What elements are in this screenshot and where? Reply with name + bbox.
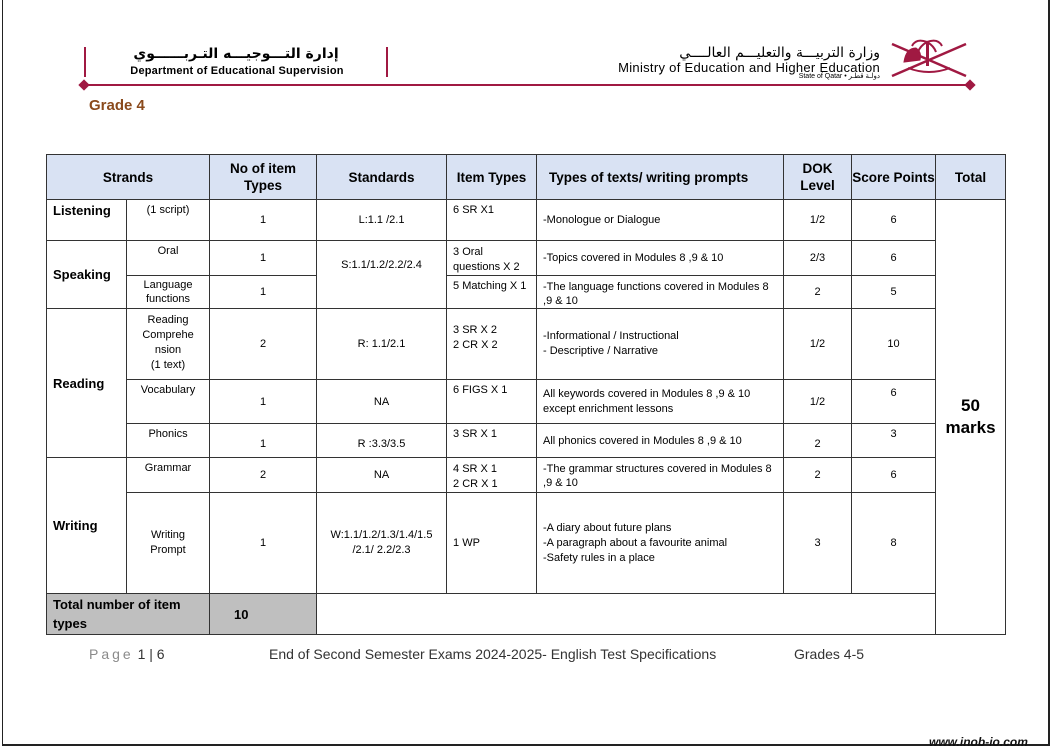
total-items-label: Total number of item types xyxy=(47,594,210,635)
table-row xyxy=(47,424,1006,458)
header-item-types: Item Types xyxy=(447,155,537,200)
texts-cell xyxy=(537,309,784,380)
header-divider xyxy=(84,84,972,86)
texts-cell: -The grammar structures covered in Modules 8 ,9 & 10 xyxy=(537,458,784,493)
ministry-name-english: Ministry of Education and Higher Education xyxy=(618,60,880,75)
dok-cell: 2 xyxy=(784,458,852,493)
sub-strand-line: (1 text) xyxy=(150,359,186,371)
dok-cell: 2 xyxy=(784,276,852,309)
item-types-cell: 6 SR X1 xyxy=(447,200,537,241)
table-row xyxy=(47,276,1006,309)
dok-cell: 2 xyxy=(784,424,852,458)
item-count: 1 xyxy=(210,276,317,309)
texts-cell: -The language functions covered in Modules 8 ,9 & 10 xyxy=(537,276,784,309)
standards-line: W:1.1/1.2/1.3/1.4/1.5 xyxy=(330,529,433,541)
table-header-row xyxy=(47,155,1006,200)
score-cell: 6 xyxy=(852,380,936,424)
item-count: 1 xyxy=(210,493,317,594)
score-cell: 5 xyxy=(852,276,936,309)
dok-cell: 1/2 xyxy=(784,200,852,241)
item-types-cell xyxy=(447,458,537,493)
strand-reading: Reading xyxy=(47,309,127,458)
dok-cell: 1/2 xyxy=(784,309,852,380)
header-total: Total xyxy=(936,155,1006,200)
sub-strand-line: Reading xyxy=(147,314,189,326)
total-items-value: 10 xyxy=(210,594,317,635)
standards-cell: NA xyxy=(317,380,447,424)
grade-title: Grade 4 xyxy=(89,97,145,114)
item-count: 1 xyxy=(210,200,317,241)
standards-line: /2.1/ 2.2/2.3 xyxy=(352,544,411,556)
texts-cell xyxy=(537,493,784,594)
item-count: 2 xyxy=(210,309,317,380)
watermark-url: www.inob-io.com xyxy=(929,735,1028,749)
table-row xyxy=(47,594,1006,635)
standards-cell: R :3.3/3.5 xyxy=(317,424,447,458)
header-score: Score Points xyxy=(852,155,936,200)
strand-listening: Listening xyxy=(47,200,127,241)
dok-cell: 3 xyxy=(784,493,852,594)
texts-cell: -Topics covered in Modules 8 ,9 & 10 xyxy=(537,241,784,276)
text-line: - Descriptive / Narrative xyxy=(543,345,658,357)
text-line: -A diary about future plans xyxy=(543,521,672,534)
item-types-cell: 1 WP xyxy=(447,493,537,594)
strand-writing: Writing xyxy=(47,458,127,594)
total-marks-cell xyxy=(936,200,1006,635)
page-number xyxy=(89,646,165,662)
item-count: 1 xyxy=(210,380,317,424)
sub-strand-line: Writing xyxy=(150,529,186,541)
score-cell: 6 xyxy=(852,200,936,241)
state-of-qatar-label: State of Qatar • دولـة قطـر xyxy=(798,73,880,80)
sub-strand: Grammar xyxy=(127,458,210,493)
score-cell: 10 xyxy=(852,309,936,380)
dept-name-arabic: إدارة التـــوجيـــه التـربــــــوي xyxy=(133,46,339,62)
item-count: 1 xyxy=(210,424,317,458)
total-marks-unit: marks xyxy=(945,418,996,437)
item-type-line: 3 SR X 2 xyxy=(453,324,498,336)
item-type-line: 4 SR X 1 xyxy=(453,463,498,475)
qatar-emblem-icon xyxy=(886,36,972,82)
score-cell: 6 xyxy=(852,458,936,493)
score-cell: 8 xyxy=(852,493,936,594)
sub-strand-line: Prompt xyxy=(150,544,186,556)
standards-cell: S:1.1/1.2/2.2/2.4 xyxy=(317,241,447,309)
table-row xyxy=(47,380,1006,424)
item-type-line: 2 CR X 2 xyxy=(453,339,498,351)
standards-cell: R: 1.1/2.1 xyxy=(317,309,447,380)
item-count: 2 xyxy=(210,458,317,493)
specification-table xyxy=(46,154,1006,635)
texts-cell: -Monologue or Dialogue xyxy=(537,200,784,241)
item-types-cell: 5 Matching X 1 xyxy=(447,276,537,309)
sub-strand xyxy=(127,493,210,594)
dok-cell: 1/2 xyxy=(784,380,852,424)
sub-strand: Vocabulary xyxy=(127,380,210,424)
strand-speaking: Speaking xyxy=(47,241,127,309)
sub-strand: Phonics xyxy=(127,424,210,458)
table-row xyxy=(47,241,1006,276)
header-texts: Types of texts/ writing prompts xyxy=(537,155,784,200)
text-line: -Safety rules in a place xyxy=(543,551,655,564)
text-line: -Informational / Instructional xyxy=(543,330,679,342)
texts-cell: All phonics covered in Modules 8 ,9 & 10 xyxy=(537,424,784,458)
header-strands: Strands xyxy=(47,155,210,200)
item-types-cell: 3 SR X 1 xyxy=(447,424,537,458)
total-marks-value: 50 xyxy=(961,396,980,415)
dept-name-english: Department of Educational Supervision xyxy=(130,65,344,77)
texts-cell: All keywords covered in Modules 8 ,9 & 10 except enrichment lessons xyxy=(537,380,784,424)
table-row xyxy=(47,493,1006,594)
sub-strand-line: nsion xyxy=(154,344,182,356)
item-count: 1 xyxy=(210,241,317,276)
header-no-of-item-types: No of item Types xyxy=(210,155,317,200)
table-row xyxy=(47,200,1006,241)
item-types-cell xyxy=(447,309,537,380)
header-standards: Standards xyxy=(317,155,447,200)
standards-cell: NA xyxy=(317,458,447,493)
sub-strand xyxy=(127,309,210,380)
item-type-line: 2 CR X 1 xyxy=(453,478,498,490)
header-dok: DOK Level xyxy=(784,155,852,200)
table-row xyxy=(47,458,1006,493)
page-word: Page xyxy=(89,646,134,662)
ministry-name-arabic: وزارة التربيـــة والتعليـــم العالــــي xyxy=(679,45,880,61)
standards-cell: L:1.1 /2.1 xyxy=(317,200,447,241)
sub-strand-line: Comprehe xyxy=(142,329,194,341)
total-row-empty xyxy=(317,594,1006,635)
score-cell: 6 xyxy=(852,241,936,276)
item-types-cell: 6 FIGS X 1 xyxy=(447,380,537,424)
footer-title: End of Second Semester Exams 2024-2025- English Test Specifications xyxy=(269,646,717,662)
sub-strand: Oral xyxy=(127,241,210,276)
table-row xyxy=(47,309,1006,380)
sub-strand: (1 script) xyxy=(127,200,210,241)
footer-grades: Grades 4-5 xyxy=(794,646,865,662)
standards-cell xyxy=(317,493,447,594)
score-cell: 3 xyxy=(852,424,936,458)
dok-cell: 2/3 xyxy=(784,241,852,276)
sub-strand: Language functions xyxy=(127,276,210,309)
text-line: -A paragraph about a favourite animal xyxy=(543,536,728,549)
item-types-cell: 3 Oral questions X 2 xyxy=(447,241,537,276)
page-num: 1 | 6 xyxy=(137,646,165,662)
